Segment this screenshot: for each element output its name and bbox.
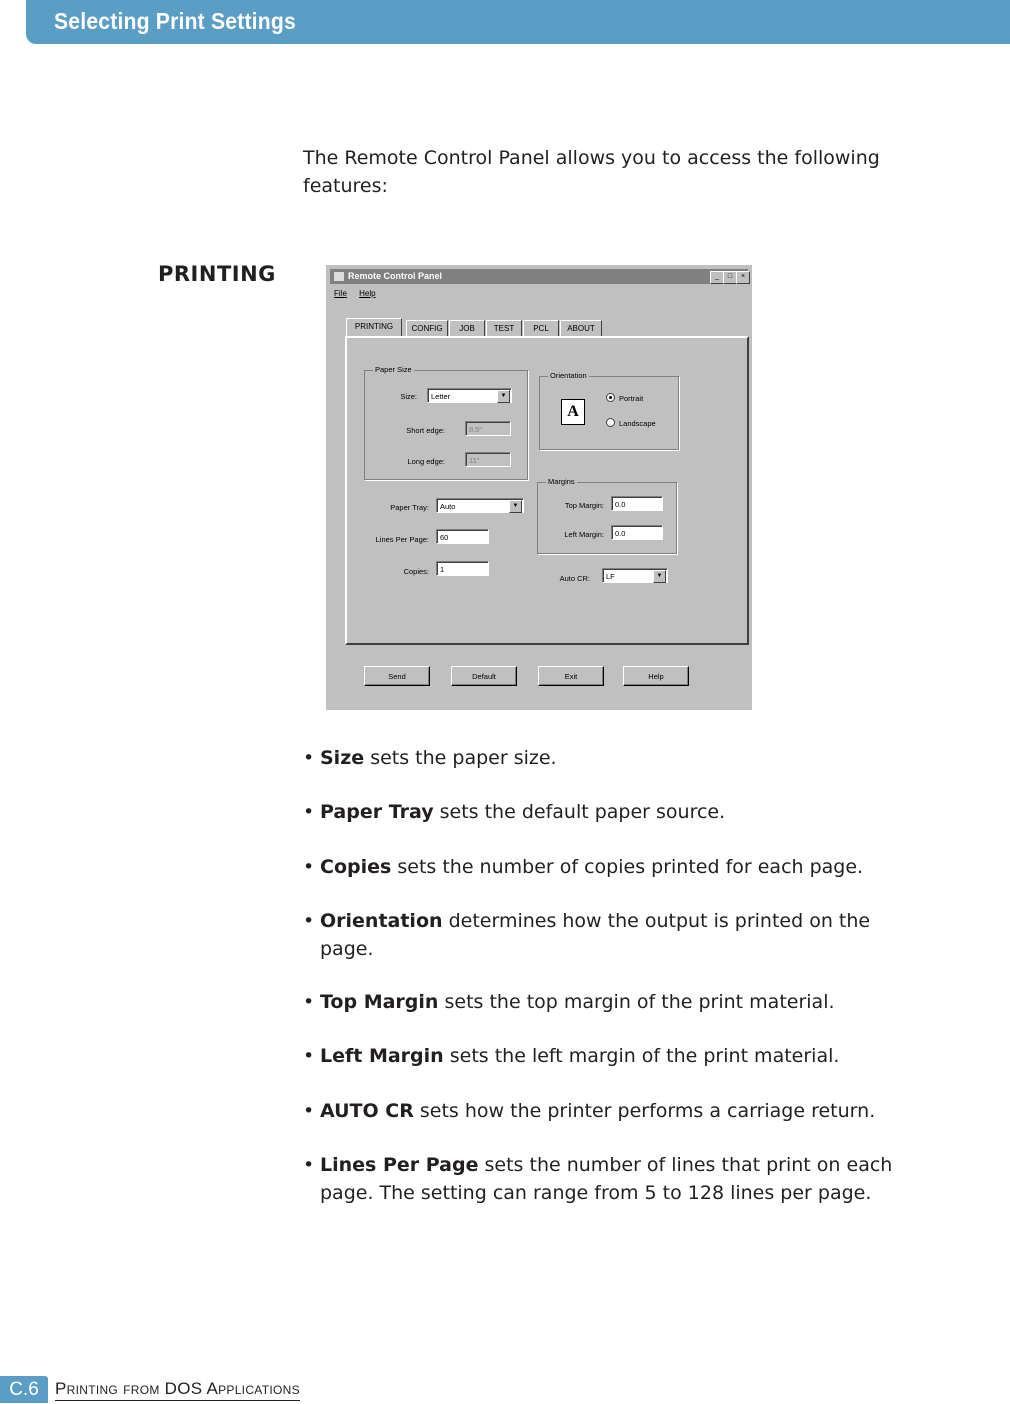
chevron-down-icon[interactable]: ▼ [653, 570, 666, 583]
bullet-term: Lines Per Page [320, 1154, 479, 1176]
help-button[interactable]: Help [623, 666, 689, 686]
paper-tray-select[interactable] [436, 498, 524, 513]
copies-label: Copies: [403, 567, 429, 576]
tab-about[interactable]: ABOUT [560, 320, 602, 336]
section-label: PRINTING [158, 262, 276, 286]
paper-size-group [364, 365, 528, 480]
margins-group [537, 477, 677, 554]
copies-input[interactable]: 1 [436, 561, 489, 576]
list-item [303, 1097, 923, 1125]
long-edge-input: 11" [465, 452, 511, 467]
lines-per-page-input[interactable]: 60 [436, 529, 489, 544]
page-footer [0, 1376, 320, 1403]
intro-paragraph: The Remote Control Panel allows you to access the following features: [303, 147, 880, 197]
size-label: Size: [400, 392, 417, 401]
bullet-term: Orientation [320, 910, 443, 932]
bullet-text: determines how the output is printed on the page. [320, 910, 871, 960]
bullet-term: AUTO CR [320, 1100, 414, 1122]
paper-tray-label: Paper Tray: [390, 503, 429, 512]
bullet-icon: • [303, 1100, 315, 1122]
bullet-text: sets the default paper source. [433, 801, 726, 823]
bullet-term: Size [320, 747, 365, 769]
maximize-icon[interactable]: □ [723, 271, 737, 284]
paper-tray-value: Auto [440, 502, 456, 511]
send-button[interactable]: Send [364, 666, 430, 686]
top-margin-label: Top Margin: [564, 501, 604, 510]
tab-pcl[interactable]: PCL [523, 320, 559, 336]
remote-control-panel-screenshot [326, 265, 752, 710]
menubar [334, 289, 386, 298]
list-item [303, 853, 923, 881]
minimize-icon[interactable]: _ [710, 271, 724, 284]
lines-per-page-label: Lines Per Page: [375, 535, 429, 544]
orientation-group-label: Orientation [550, 371, 587, 380]
auto-cr-select[interactable] [602, 568, 668, 583]
bullet-icon: • [303, 991, 315, 1013]
bullet-icon: • [303, 1154, 315, 1176]
radio-unselected-icon [606, 418, 615, 427]
auto-cr-label: Auto CR: [559, 574, 590, 583]
portrait-label: Portrait [619, 394, 644, 403]
page-number: C.6 [0, 1376, 48, 1403]
paper-size-group-label: Paper Size [375, 365, 412, 374]
bullet-text: sets how the printer performs a carriage return. [413, 1100, 876, 1122]
tab-config[interactable]: CONFIG [406, 320, 448, 336]
radio-selected-icon [606, 393, 615, 402]
orientation-group [539, 371, 679, 450]
portrait-radio[interactable] [606, 393, 643, 403]
auto-cr-value: LF [606, 572, 615, 581]
top-margin-input[interactable]: 0.0 [611, 496, 663, 511]
bullet-text: sets the paper size. [364, 747, 557, 769]
bullet-icon: • [303, 1045, 315, 1067]
bullet-icon: • [303, 801, 315, 823]
left-margin-input[interactable]: 0.0 [611, 525, 663, 540]
menu-file[interactable]: File [334, 289, 347, 298]
left-margin-label: Left Margin: [564, 530, 604, 539]
bullet-text: sets the left margin of the print material. [443, 1045, 840, 1067]
size-value: Letter [431, 392, 451, 401]
bullet-icon: • [303, 910, 315, 932]
size-select[interactable] [427, 388, 512, 403]
bullet-term: Copies [320, 856, 392, 878]
dialog-titlebar [330, 269, 748, 284]
short-edge-input: 8.5" [465, 421, 511, 436]
bullet-term: Paper Tray [320, 801, 434, 823]
short-edge-label: Short edge: [406, 426, 445, 435]
dialog-title: Remote Control Panel [348, 271, 443, 281]
portrait-preview-icon: A [561, 399, 585, 425]
tab-job[interactable]: JOB [449, 320, 485, 336]
bullet-term: Top Margin [320, 991, 439, 1013]
app-icon [334, 272, 344, 281]
margins-group-label: Margins [548, 477, 575, 486]
feature-list [303, 744, 923, 1207]
list-item [303, 1151, 923, 1207]
list-item [303, 988, 923, 1016]
header-bar [26, 0, 1010, 44]
tab-printing[interactable]: PRINTING [346, 318, 402, 337]
chapter-title: Printing from DOS Applications [55, 1379, 300, 1401]
menu-help[interactable]: Help [359, 289, 376, 298]
bullet-term: Left Margin [320, 1045, 444, 1067]
list-item [303, 744, 923, 772]
bullet-icon: • [303, 856, 315, 878]
chevron-down-icon[interactable]: ▼ [509, 500, 522, 513]
tab-test[interactable]: TEST [486, 320, 522, 336]
bullet-text: sets the number of copies printed for each page. [391, 856, 864, 878]
landscape-label: Landscape [619, 419, 656, 428]
default-button[interactable]: Default [451, 666, 517, 686]
long-edge-label: Long edge: [407, 457, 445, 466]
list-item [303, 1042, 923, 1070]
bullet-text: sets the top margin of the print material. [438, 991, 835, 1013]
bullet-icon: • [303, 747, 315, 769]
close-icon[interactable]: × [736, 271, 750, 284]
landscape-radio[interactable] [606, 418, 656, 428]
exit-button[interactable]: Exit [538, 666, 604, 686]
list-item [303, 798, 923, 826]
page-title: Selecting Print Settings [54, 8, 296, 34]
chevron-down-icon[interactable]: ▼ [497, 390, 510, 403]
bullet-text: sets the number of lines that print on each page. The setting can range from 5 to 128 lines per page. [320, 1154, 893, 1204]
list-item [303, 907, 923, 963]
printing-tab-panel [345, 336, 749, 645]
